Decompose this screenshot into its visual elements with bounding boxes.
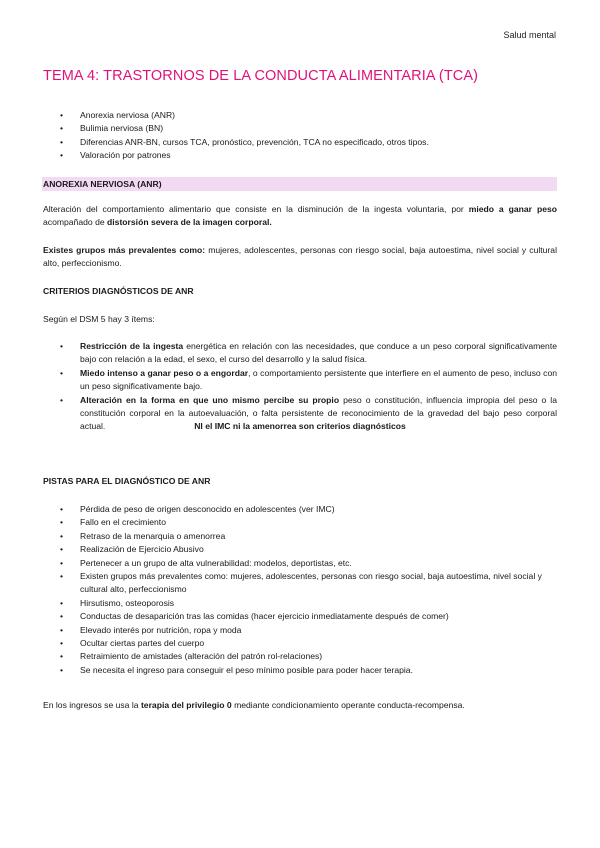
pistas-list [60,503,557,677]
bullet-icon: • [60,571,64,582]
bullet-icon: • [60,597,64,608]
bullet-icon: • [60,544,64,555]
bullet-icon: • [60,651,64,662]
list-item: • Pertenecer a un grupo de alta vulnerabilidad: modelos, deportistas, etc. [60,557,557,570]
list-item: • Anorexia nerviosa (ANR) [60,109,429,122]
list-item: • Elevado interés por nutrición, ropa y moda [60,624,557,637]
pistas-heading: PISTAS PARA EL DIAGNÓSTICO DE ANR [43,476,211,486]
bullet-icon: • [60,664,64,675]
topic-list [60,109,429,163]
list-item: • Retraimiento de amistades (alteración del patrón rol-relaciones) [60,650,557,663]
bullet-icon: • [60,150,64,161]
diagnostic-note: NI el IMC ni la amenorrea son criterios diagnósticos [194,421,406,431]
list-item: • Se necesita el ingreso para conseguir el peso mínimo posible para poder hacer terapia. [60,664,557,677]
list-item: • Bulimia nerviosa (BN) [60,122,429,135]
running-header: Salud mental [503,30,556,40]
criteria-heading: CRITERIOS DIAGNÓSTICOS DE ANR [43,286,194,296]
bullet-icon: • [60,504,64,514]
bullet-icon: • [60,341,64,351]
bullet-icon: • [60,367,64,378]
bullet-icon: • [60,638,64,649]
list-item: • Hirsutismo, osteoporosis [60,597,557,610]
list-item: • Realización de Ejercicio Abusivo [60,543,557,556]
bullet-icon: • [60,530,64,541]
final-paragraph: En los ingresos se usa la terapia del privilegio 0 mediante condicionamiento operante conducta-recompensa. [43,700,465,710]
page-title: TEMA 4: TRASTORNOS DE LA CONDUCTA ALIMENTARIA (TCA) [43,68,479,84]
list-item: • Pérdida de peso de origen desconocido en adolescentes (ver IMC) [60,503,557,516]
list-item: • Ocultar ciertas partes del cuerpo [60,637,557,650]
groups-paragraph: Existes grupos más prevalentes como: mujeres, adolescentes, personas con riesgo social, baja autoestima, nivel social y cultural alto, perfeccionismo. [43,245,557,269]
list-item: • Restricción de la ingesta energética en relación con las necesidades, que conduce a un peso corporal significativamente bajo con relación a la edad, el sexo, el curso del desarrollo y la salud física. [60,341,558,365]
list-item: • Fallo en el crecimiento [60,516,557,529]
bullet-icon: • [60,394,64,405]
criteria-intro: Según el DSM 5 hay 3 ítems: [43,314,155,324]
list-item: • Alteración en la forma en que uno mismo percibe su propio peso o constitución, influencia impropia del peso o la constitución corporal en la autoevaluación, o falta persistente de reconocimiento de la gravedad del bajo peso corporal actual. [60,394,557,432]
bullet-icon: • [60,123,64,134]
list-item: • Diferencias ANR-BN, cursos TCA, pronóstico, prevención, TCA no especificado, otros tipos. [60,136,429,149]
bullet-icon: • [60,557,64,568]
bullet-icon: • [60,611,64,622]
list-item: • Miedo intenso a ganar peso o a engordar, o comportamiento persistente que interfiere en el aumento de peso, incluso con un peso significativamente bajo. [60,367,558,392]
bullet-icon: • [60,110,64,120]
list-item: • Retraso de la menarquia o amenorrea [60,530,557,543]
list-item: • Existen grupos más prevalentes como: mujeres, adolescentes, personas con riesgo social, baja autoestima, nivel social y cultural alto, perfeccionismo [60,571,542,595]
bullet-icon: • [60,136,64,147]
section-heading-anr: ANOREXIA NERVIOSA (ANR) [42,177,557,191]
list-item: • Valoración por patrones [60,149,429,162]
list-item: • Conductas de desaparición tras las comidas (hacer ejercicio inmediatamente después de comer) [60,610,557,623]
bullet-icon: • [60,517,64,528]
criteria-list [60,340,557,434]
bullet-icon: • [60,624,64,635]
definition-paragraph: Alteración del comportamiento alimentario que consiste en la disminución de la ingesta voluntaria, por miedo a ganar peso acompañado de distorsión severa de la imagen corporal. [43,204,558,228]
